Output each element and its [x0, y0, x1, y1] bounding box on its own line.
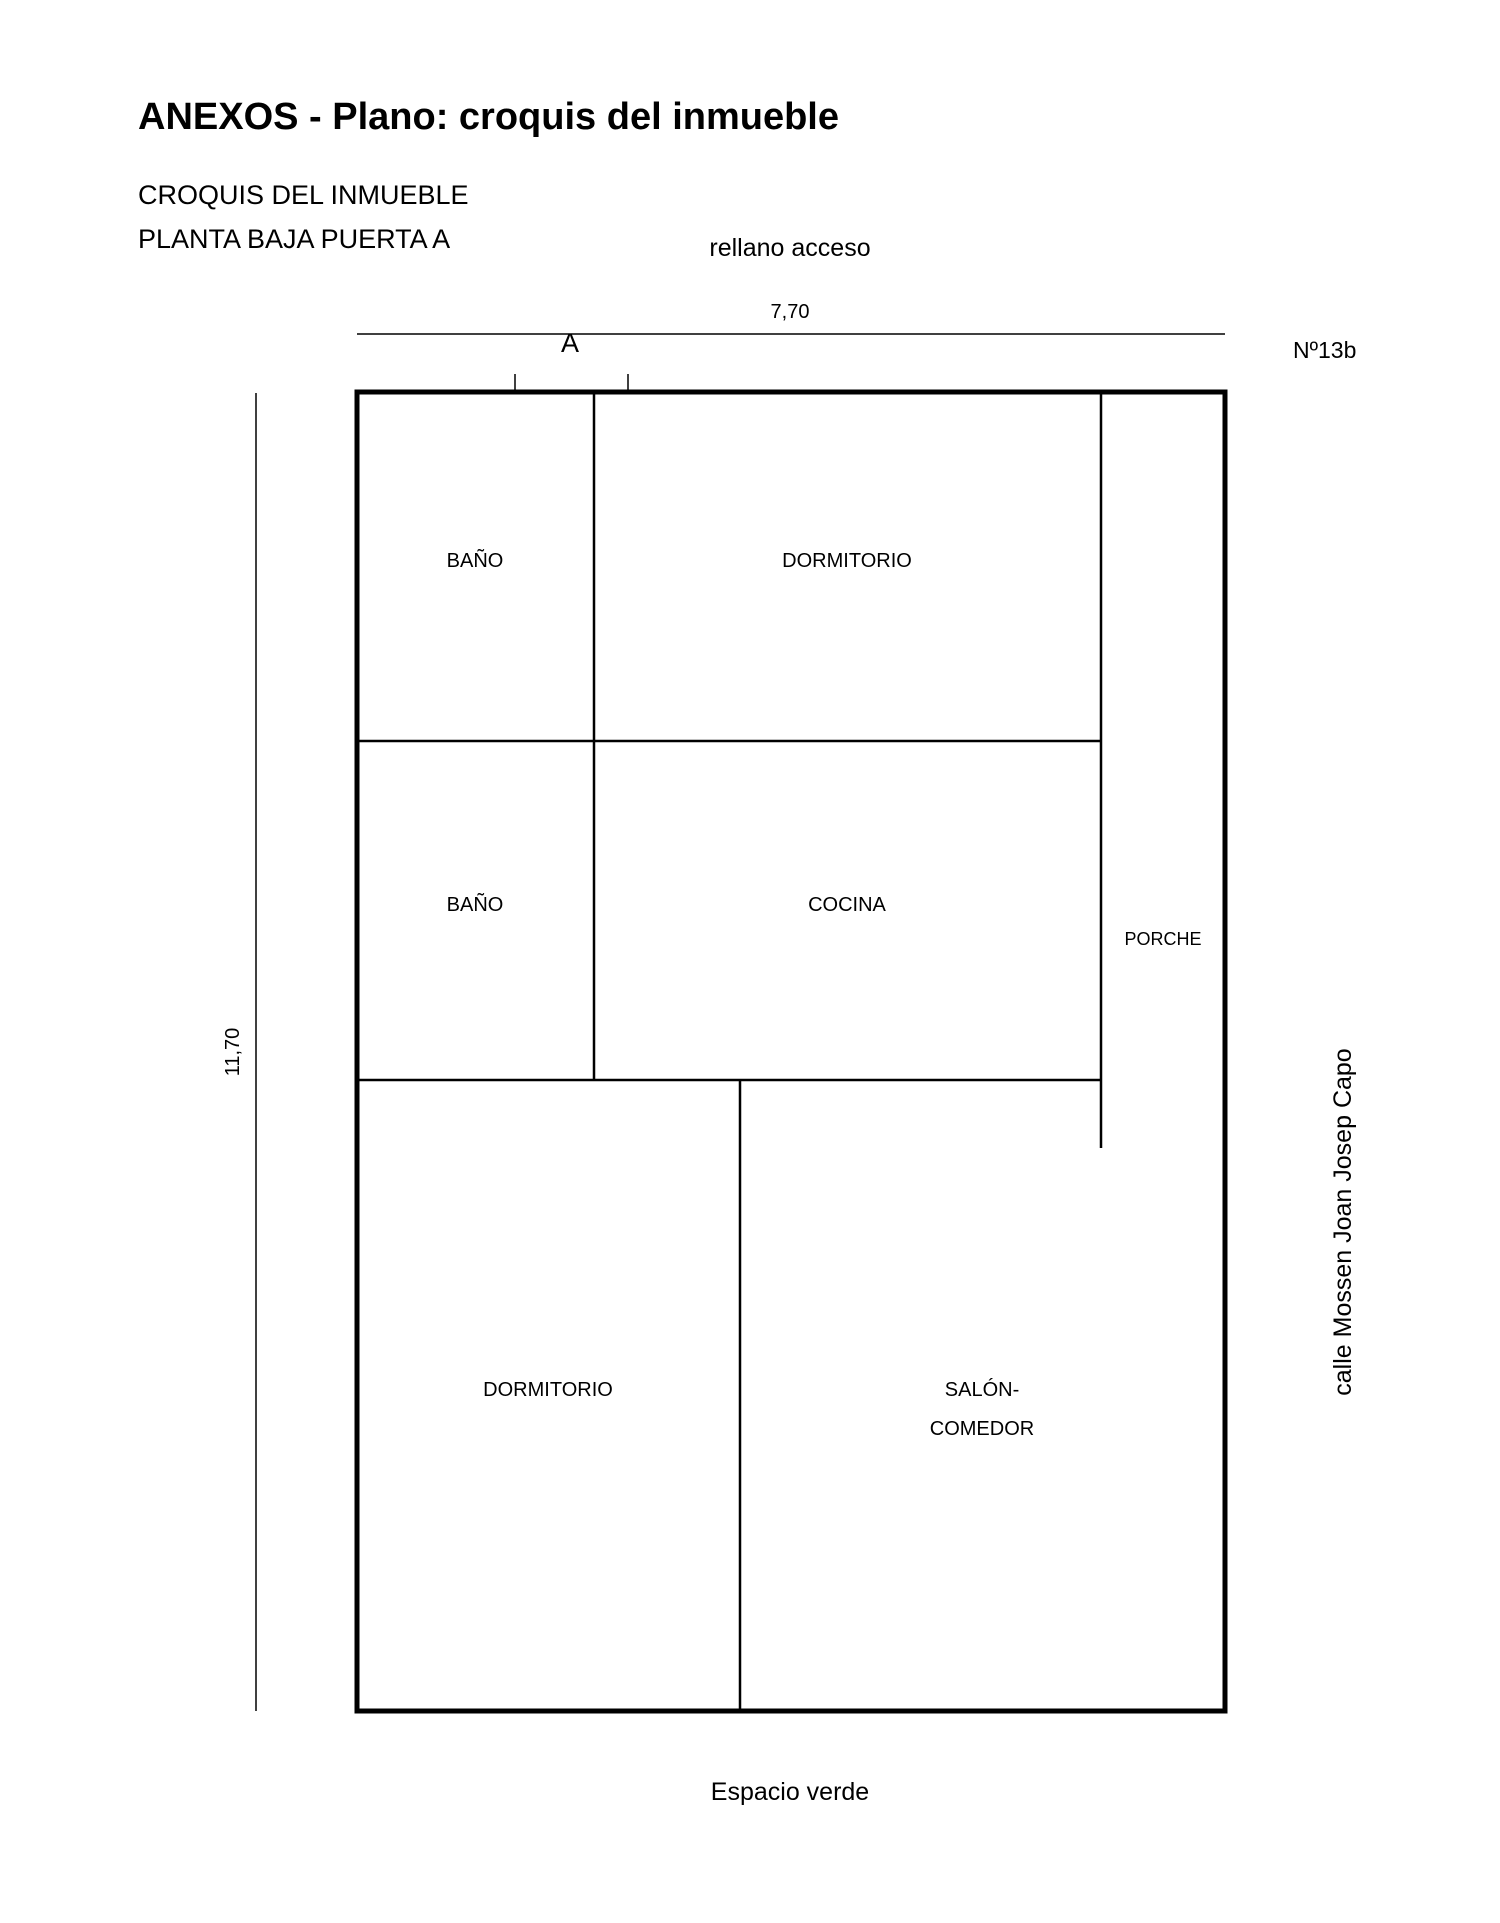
room-label-porch: PORCHE — [1124, 929, 1202, 949]
room-label-living-2: COMEDOR — [929, 1418, 1035, 1440]
outer-wall — [357, 392, 1225, 1711]
green-space-label: Espacio verde — [710, 1778, 870, 1806]
street-number-label: Nº13b — [1293, 337, 1357, 363]
room-label-bedroom-2: DORMITORIO — [483, 1379, 613, 1401]
width-dimension-label: 7,70 — [770, 301, 810, 323]
height-dimension-label: 11,70 — [222, 1027, 244, 1077]
room-label-bathroom-2: BAÑO — [446, 894, 504, 916]
room-label-bathroom-1: BAÑO — [446, 550, 504, 572]
room-label-living-1: SALÓN- — [944, 1379, 1020, 1401]
access-landing-label: rellano acceso — [709, 234, 871, 262]
room-label-kitchen: COCINA — [808, 894, 886, 916]
room-label-bedroom-1: DORMITORIO — [782, 550, 912, 572]
street-label: calle Mossen Joan Josep Capo — [1329, 1048, 1357, 1396]
document-subtitle: CROQUIS DEL INMUEBLE — [138, 180, 469, 210]
door-label: A — [560, 328, 580, 358]
page-title: ANEXOS - Plano: croquis del inmueble — [138, 96, 839, 138]
floor-label: PLANTA BAJA PUERTA A — [138, 224, 451, 254]
